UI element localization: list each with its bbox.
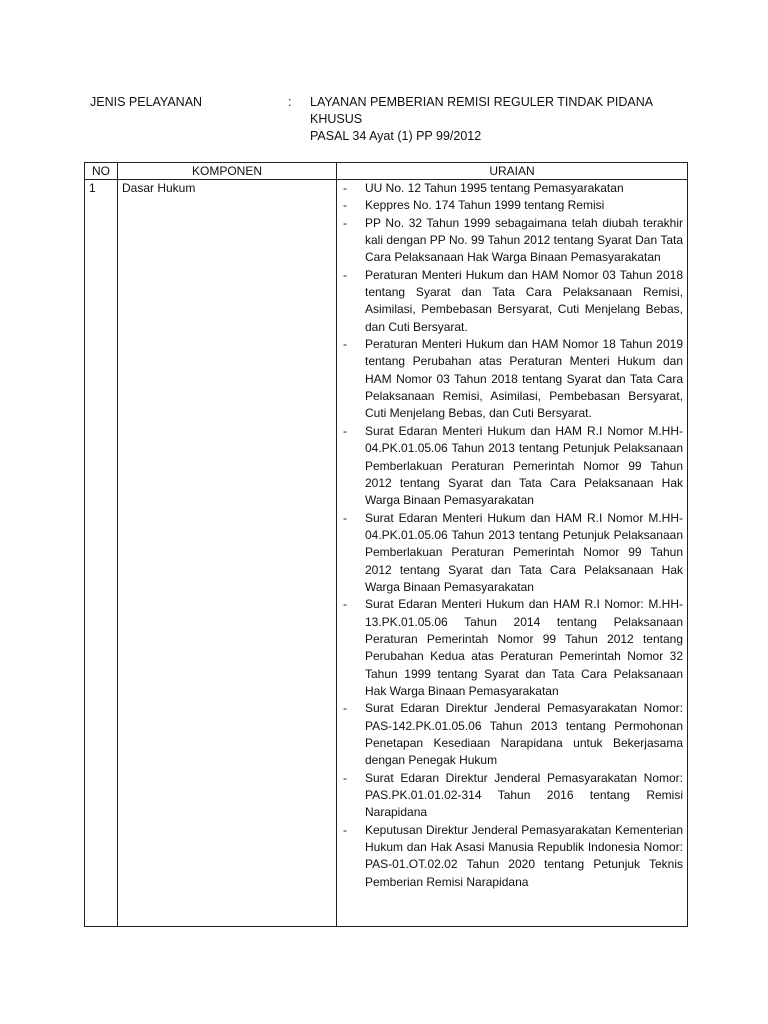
list-item-text: Surat Edaran Menteri Hukum dan HAM R.I Nomor M.HH-04.PK.01.05.06 Tahun 2013 tentang Petunjuk Pelaksanaan Pemberlakuan Peraturan Pemerintah Nomor 99 Tahun 2012 tentang Syarat dan Tata Cara Pelaksanaan Hak Warga Binaan Pemasyarakatan xyxy=(365,510,683,594)
bullet-dash: - xyxy=(343,198,347,213)
bullet-dash: - xyxy=(343,215,347,230)
header-no: NO xyxy=(85,163,118,180)
bullet-dash: - xyxy=(343,181,347,195)
bullet-dash: - xyxy=(343,701,347,716)
list-item-text: Surat Edaran Direktur Jenderal Pemasyarakatan Nomor: PAS-142.PK.01.05.06 Tahun 2013 tentang Permohonan Penetapan Kesediaan Narapidana untuk Bekerjasama dengan Penegak Hukum xyxy=(365,701,683,768)
list-item-text: Surat Edaran Menteri Hukum dan HAM R.I Nomor: M.HH-13.PK.01.05.06 Tahun 2014 tentang Pelaksanaan Peraturan Pemerintah Nomor 99 Tahun 2012 tentang Perubahan Kedua atas Peraturan Pemerintah Nomor 32 Tahun 1999 tentang Syarat dan Tata Cara Pelaksanaan Hak Warga Binaan Pemasyarakatan xyxy=(365,597,683,698)
bullet-dash: - xyxy=(343,267,347,282)
list-item xyxy=(341,336,683,423)
bullet-dash: - xyxy=(343,597,347,612)
service-type-label: JENIS PELAYANAN xyxy=(90,95,203,109)
service-component-table xyxy=(84,162,688,927)
bullet-dash: - xyxy=(343,822,347,837)
list-item-text: Keputusan Direktur Jenderal Pemasyarakatan Kementerian Hukum dan Hak Asasi Manusia Republik Indonesia Nomor: PAS-01.OT.02.02 Tahun 2020 tentang Petunjuk Teknis Pemberian Remisi Narapidana xyxy=(365,822,683,889)
legal-basis-list xyxy=(341,180,683,891)
list-item-text: Peraturan Menteri Hukum dan HAM Nomor 18 Tahun 2019 tentang Perubahan atas Peraturan Menteri Hukum dan HAM Nomor 03 Tahun 2018 tentang Syarat dan Tata Cara Pelaksanaan Remisi, Asimilasi, Pembebasan Bersyarat, Cuti Menjelang Bebas, dan Cuti Bersyarat. xyxy=(365,337,683,421)
row-component: Dasar Hukum xyxy=(118,180,337,927)
list-item xyxy=(341,822,683,891)
list-item-text: Peraturan Menteri Hukum dan HAM Nomor 03 Tahun 2018 tentang Syarat dan Tata Cara Pelaksanaan Remisi, Asimilasi, Pembebasan Bersyarat, Cuti Menjelang Bebas, dan Cuti Bersyarat. xyxy=(365,267,683,334)
list-item xyxy=(341,197,683,214)
list-item xyxy=(341,770,683,822)
list-item xyxy=(341,423,683,510)
row-number: 1 xyxy=(85,180,118,927)
header-uraian: URAIAN xyxy=(337,163,688,180)
list-item-text: Keppres No. 174 Tahun 1999 tentang Remisi xyxy=(365,198,605,213)
service-type-value-line-1: LAYANAN PEMBERIAN REMISI REGULER TINDAK PIDANA KHUSUS xyxy=(310,95,653,126)
list-item-text: Surat Edaran Direktur Jenderal Pemasyarakatan Nomor: PAS.PK.01.01.02-314 Tahun 2016 tentang Remisi Narapidana xyxy=(365,770,683,820)
list-item xyxy=(341,215,683,267)
bullet-dash: - xyxy=(343,510,347,525)
table-row xyxy=(85,180,688,927)
service-type-value-line-2: PASAL 34 Ayat (1) PP 99/2012 xyxy=(310,129,482,143)
list-item xyxy=(341,700,683,769)
service-type-value xyxy=(310,94,690,145)
bullet-dash: - xyxy=(343,337,347,352)
row-description xyxy=(337,180,688,927)
table-header-row xyxy=(85,163,688,180)
header-komponen: KOMPONEN xyxy=(118,163,337,180)
list-item-text: Surat Edaran Menteri Hukum dan HAM R.I Nomor M.HH-04.PK.01.05.06 Tahun 2013 tentang Petunjuk Pelaksanaan Pemberlakuan Peraturan Pemerintah Nomor 99 Tahun 2012 tentang Syarat dan Tata Cara Pelaksanaan Hak Warga Binaan Pemasyarakatan xyxy=(365,423,683,508)
list-item xyxy=(341,180,683,197)
header-colon: : xyxy=(288,95,292,109)
bullet-dash: - xyxy=(343,423,347,438)
list-item xyxy=(341,510,683,597)
bullet-dash: - xyxy=(343,770,347,785)
list-item-text: PP No. 32 Tahun 1999 sebagaimana telah diubah terakhir kali dengan PP No. 99 Tahun 2012 tentang Syarat Dan Tata Cara Pelaksanaan Hak Warga Binaan Pemasyarakatan xyxy=(365,215,683,265)
list-item xyxy=(341,596,683,700)
list-item xyxy=(341,267,683,336)
list-item-text: UU No. 12 Tahun 1995 tentang Pemasyarakatan xyxy=(365,181,624,195)
